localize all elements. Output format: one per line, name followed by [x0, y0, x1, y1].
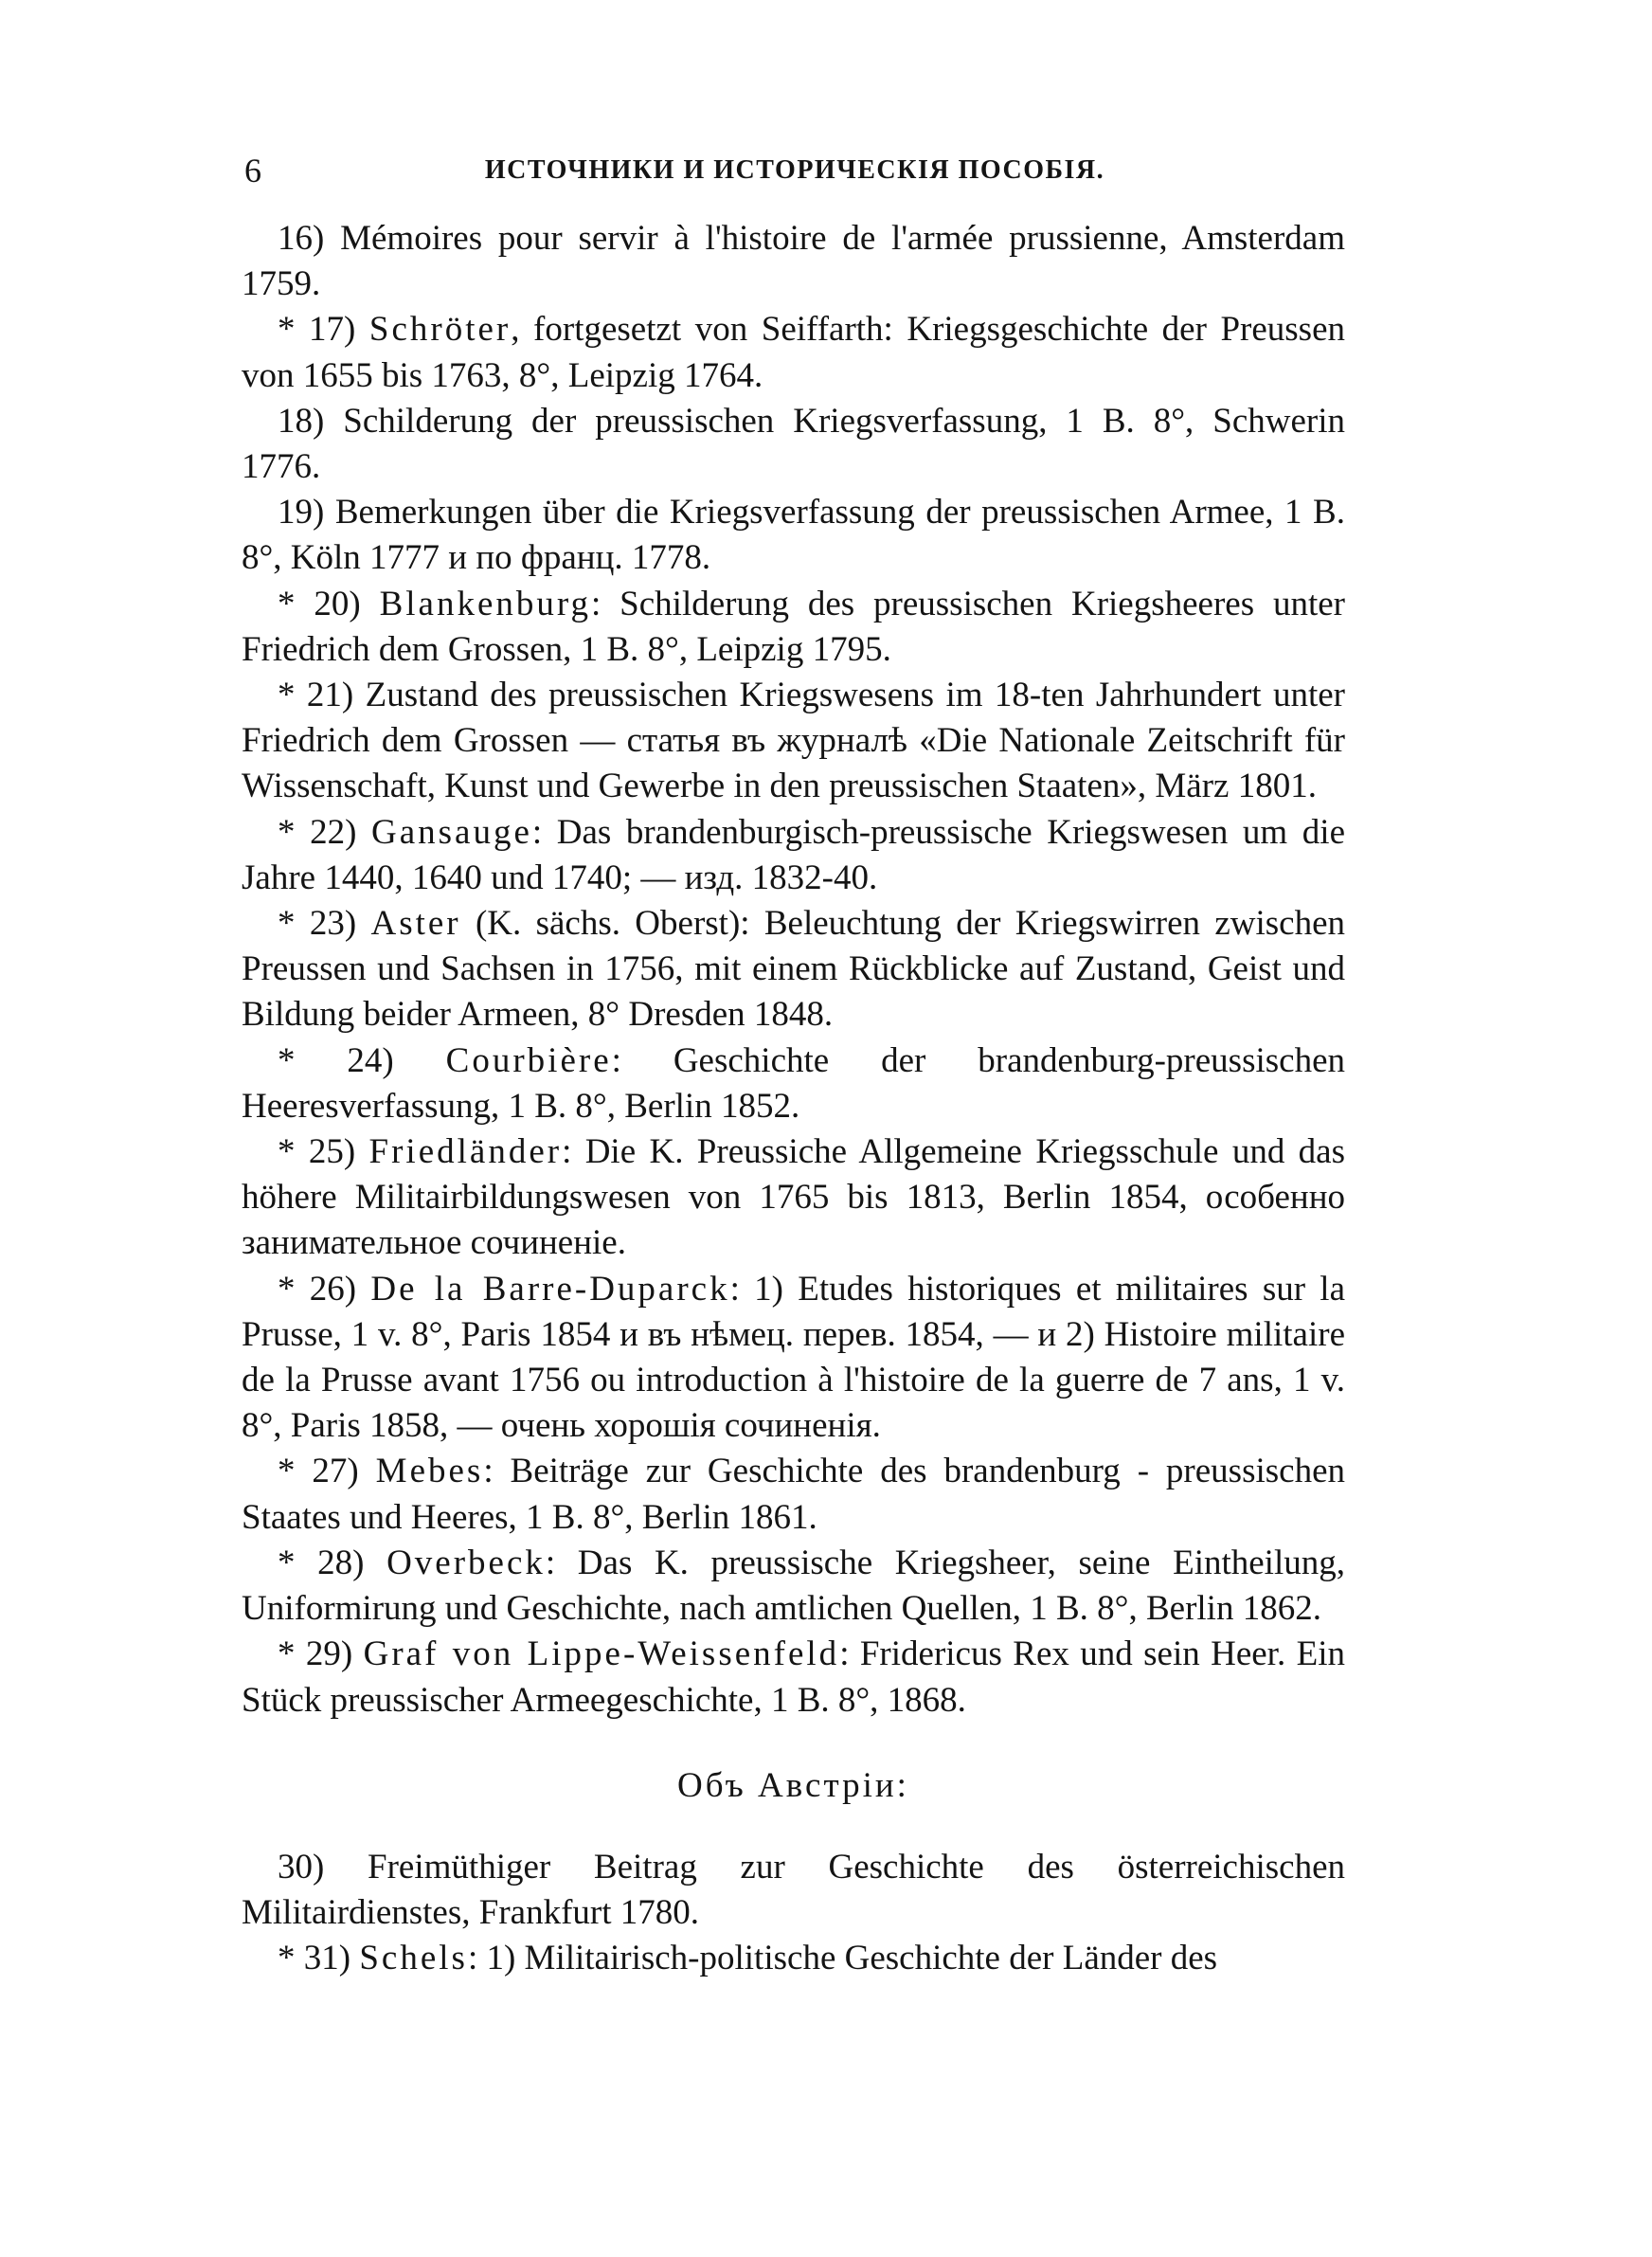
entry-number: * 17)	[278, 310, 369, 350]
section-heading: Объ Австріи:	[677, 1765, 909, 1805]
entry-author: Overbeck	[386, 1543, 546, 1582]
entry-text: : Die K. Preussiche Allgemeine Kriegsschule und das höhere Militairbildungswesen von 1765 bis 1813, Berlin 1854, особенно занимательное сочиненіе.	[242, 1132, 1346, 1263]
entry-number: * 26)	[278, 1269, 371, 1309]
entry-author: Mebes	[375, 1452, 484, 1491]
entry-text: : Das brandenburgisch-preussische Kriegswesen um die Jahre 1440, 1640 und 1740; — изд. 1832-40.	[242, 812, 1345, 897]
entry-text: : Schilderung des preussischen Kriegsheeres unter Friedrich dem Grossen, 1 B. 8°, Leipzig 1795.	[242, 584, 1345, 669]
running-title: ИСТОЧНИКИ И ИСТОРИЧЕСКІЯ ПОСОБІЯ.	[484, 155, 1105, 185]
entry-number: 16)	[278, 219, 341, 258]
page-number: 6	[244, 152, 261, 190]
bibliography-entry-26	[242, 1267, 1345, 1450]
entry-number: 18)	[278, 401, 344, 441]
page-header	[244, 147, 1345, 194]
entry-text: , fortgesetzt von Seiffarth: Kriegsgeschichte der Preussen von 1655 bis 1763, 8°, Leipzig 1764.	[242, 310, 1346, 395]
bibliography-entry-24	[242, 1038, 1345, 1129]
entry-number: * 21)	[278, 676, 366, 715]
entry-text: Schilderung der preussischen Kriegsverfassung, 1 B. 8°, Schwerin 1776.	[242, 401, 1345, 487]
entry-number: * 28)	[278, 1543, 387, 1582]
entry-text: : 1) Etudes historiques et militaires sur la Prusse, 1 v. 8°, Paris 1854 и въ нѣмец. перев. 1854, — и 2) Histoire militaire de la Prusse avant 1756 ou introduction à l'histoire de la guerre de 7 ans, 1 v. 8°, Paris 1858, — очень хорошія сочиненія.	[242, 1269, 1346, 1446]
bibliography-entry-22	[242, 810, 1345, 901]
entry-author: Schels	[359, 1939, 468, 1978]
bibliography-entry-25	[242, 1129, 1345, 1267]
entry-text: : Geschichte der brandenburg-preussischen Heeresverfassung, 1 B. 8°, Berlin 1852.	[242, 1040, 1345, 1126]
bibliography-entry-20	[242, 582, 1345, 673]
entry-number: * 20)	[278, 584, 380, 623]
bibliography-entry-18	[242, 399, 1345, 490]
entry-text: (K. sächs. Oberst): Beleuchtung der Kriegswirren zwischen Preussen und Sachsen in 1756, mit einem Rückblicke auf Zustand, Geist und Bildung beider Armeen, 8° Dresden 1848.	[242, 904, 1345, 1035]
entry-number: * 31)	[278, 1939, 360, 1978]
entry-author: Courbière	[445, 1040, 612, 1080]
entry-text: : Das K. preussische Kriegsheer, seine Eintheilung, Uniformirung und Geschichte, nach amtlichen Quellen, 1 B. 8°, Berlin 1862.	[242, 1543, 1345, 1629]
bibliography-entry-30	[242, 1845, 1345, 1936]
bibliography-entry-16	[242, 216, 1345, 307]
bibliography-entry-31	[242, 1936, 1345, 1981]
entry-author: Friedländer	[368, 1132, 563, 1172]
entry-number: * 22)	[278, 812, 371, 852]
entry-author: Gansauge	[370, 812, 532, 852]
bibliography-entry-27	[242, 1449, 1345, 1540]
entry-text: : Beiträge zur Geschichte des brandenburg - preussischen Staates und Heeres, 1 B. 8°, Berlin 1861.	[242, 1452, 1346, 1537]
entry-text: Freimüthiger Beitrag zur Geschichte des österreichischen Militairdienstes, Frankfurt 1780.	[242, 1847, 1345, 1933]
entry-number: * 29)	[278, 1634, 364, 1674]
bibliography-entry-21	[242, 673, 1345, 810]
entry-number: 30)	[278, 1847, 368, 1887]
entry-author: De la Barre-Duparck	[370, 1269, 730, 1309]
entry-number: 19)	[278, 493, 335, 533]
entry-number: * 23)	[278, 904, 371, 944]
bibliography-entry-23	[242, 901, 1345, 1038]
entry-author: Schröter	[368, 310, 512, 350]
entry-number: * 25)	[278, 1132, 369, 1172]
bibliography-entry-19	[242, 490, 1345, 581]
entry-text: Mémoires pour servir à l'histoire de l'armée prussienne, Amsterdam 1759.	[242, 219, 1345, 304]
bibliography-entry-17	[242, 307, 1345, 398]
entry-text: Zustand des preussischen Kriegswesens im 18-ten Jahrhundert unter Friedrich dem Grossen — статья въ журналѣ «Die Nationale Zeitschrift für Wissenschaft, Kunst und Gewerbe in den preussischen Staaten», März 1801.	[242, 676, 1345, 806]
entry-text: Bemerkungen über die Kriegsverfassung der preussischen Armee, 1 B. 8°, Köln 1777 и по франц. 1778.	[242, 493, 1345, 578]
bibliography-text	[242, 216, 1345, 1982]
entry-author: Graf von Lippe-Weissenfeld	[363, 1634, 840, 1674]
entry-text: : Fridericus Rex und sein Heer. Ein Stück preussischer Armeegeschichte, 1 B. 8°, 1868.	[242, 1634, 1345, 1720]
entry-author: Aster	[370, 904, 461, 944]
bibliography-entry-28	[242, 1541, 1345, 1632]
entry-text: : 1) Militairisch-politische Geschichte der Länder des	[467, 1939, 1218, 1978]
entry-number: * 27)	[278, 1452, 376, 1491]
entry-author: Blankenburg	[379, 584, 592, 623]
entry-number: * 24)	[278, 1040, 446, 1080]
bibliography-entry-29	[242, 1632, 1345, 1723]
